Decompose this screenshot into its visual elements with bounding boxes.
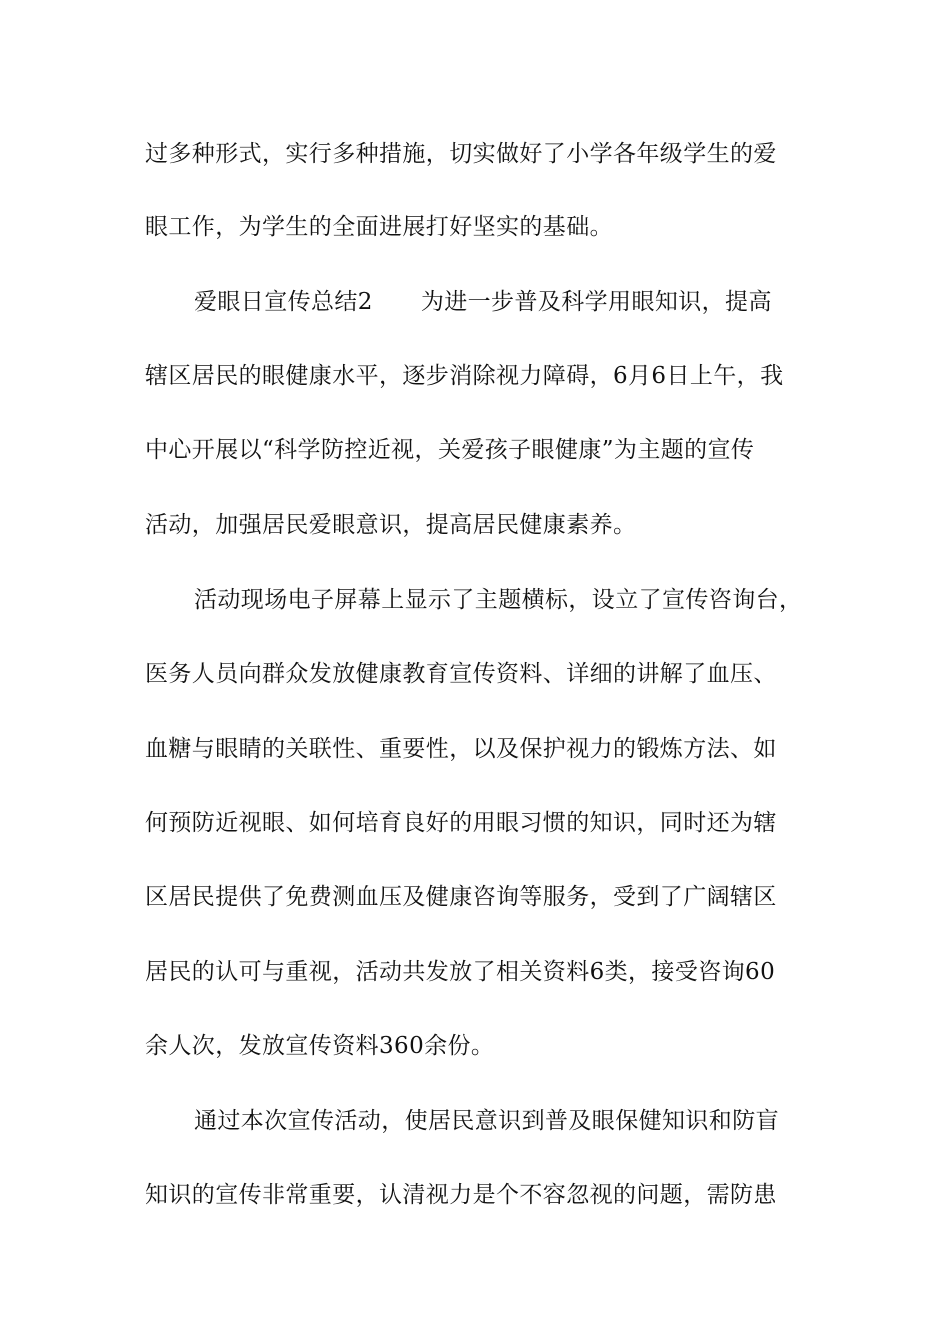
paragraph-line: 区居民提供了免费测血压及健康咨询等服务，受到了广阔辖区 — [145, 884, 777, 910]
paragraph-line: 通过本次宣传活动，使居民意识到普及眼保健知识和防盲 — [194, 1108, 779, 1134]
paragraph-line: 辖区居民的眼健康水平，逐步消除视力障碍，6月6日上午，我 — [145, 363, 784, 389]
paragraph-line: 何预防近视眼、如何培育良好的用眼习惯的知识，同时还为辖 — [145, 810, 777, 836]
paragraph-line: 余人次，发放宣传资料360余份。 — [145, 1033, 495, 1059]
paragraph-line: 过多种形式，实行多种措施，切实做好了小学各年级学生的爱 — [145, 141, 777, 167]
paragraph-line: 医务人员向群众发放健康教育宣传资料、详细的讲解了血压、 — [145, 661, 777, 687]
paragraph-line: 知识的宣传非常重要，认清视力是个不容忽视的问题，需防患 — [145, 1182, 777, 1208]
paragraph-line: 居民的认可与重视，活动共发放了相关资料6类，接受咨询60 — [145, 959, 776, 985]
section-title: 爱眼日宣传总结2 — [194, 289, 373, 315]
paragraph-line: 活动现场电子屏幕上显示了主题横标，设立了宣传咨询台， — [194, 587, 803, 613]
section-heading-line — [194, 287, 772, 317]
section-first-line: 为进一步普及科学用眼知识，提高 — [420, 289, 772, 315]
paragraph-line: 眼工作，为学生的全面进展打好坚实的基础。 — [145, 214, 613, 240]
paragraph-line: 活动，加强居民爱眼意识，提高居民健康素养。 — [145, 512, 637, 538]
paragraph-line: 中心开展以“科学防控近视，关爱孩子眼健康”为主题的宣传 — [145, 437, 755, 463]
paragraph-line: 血糖与眼睛的关联性、重要性，以及保护视力的锻炼方法、如 — [145, 736, 777, 762]
